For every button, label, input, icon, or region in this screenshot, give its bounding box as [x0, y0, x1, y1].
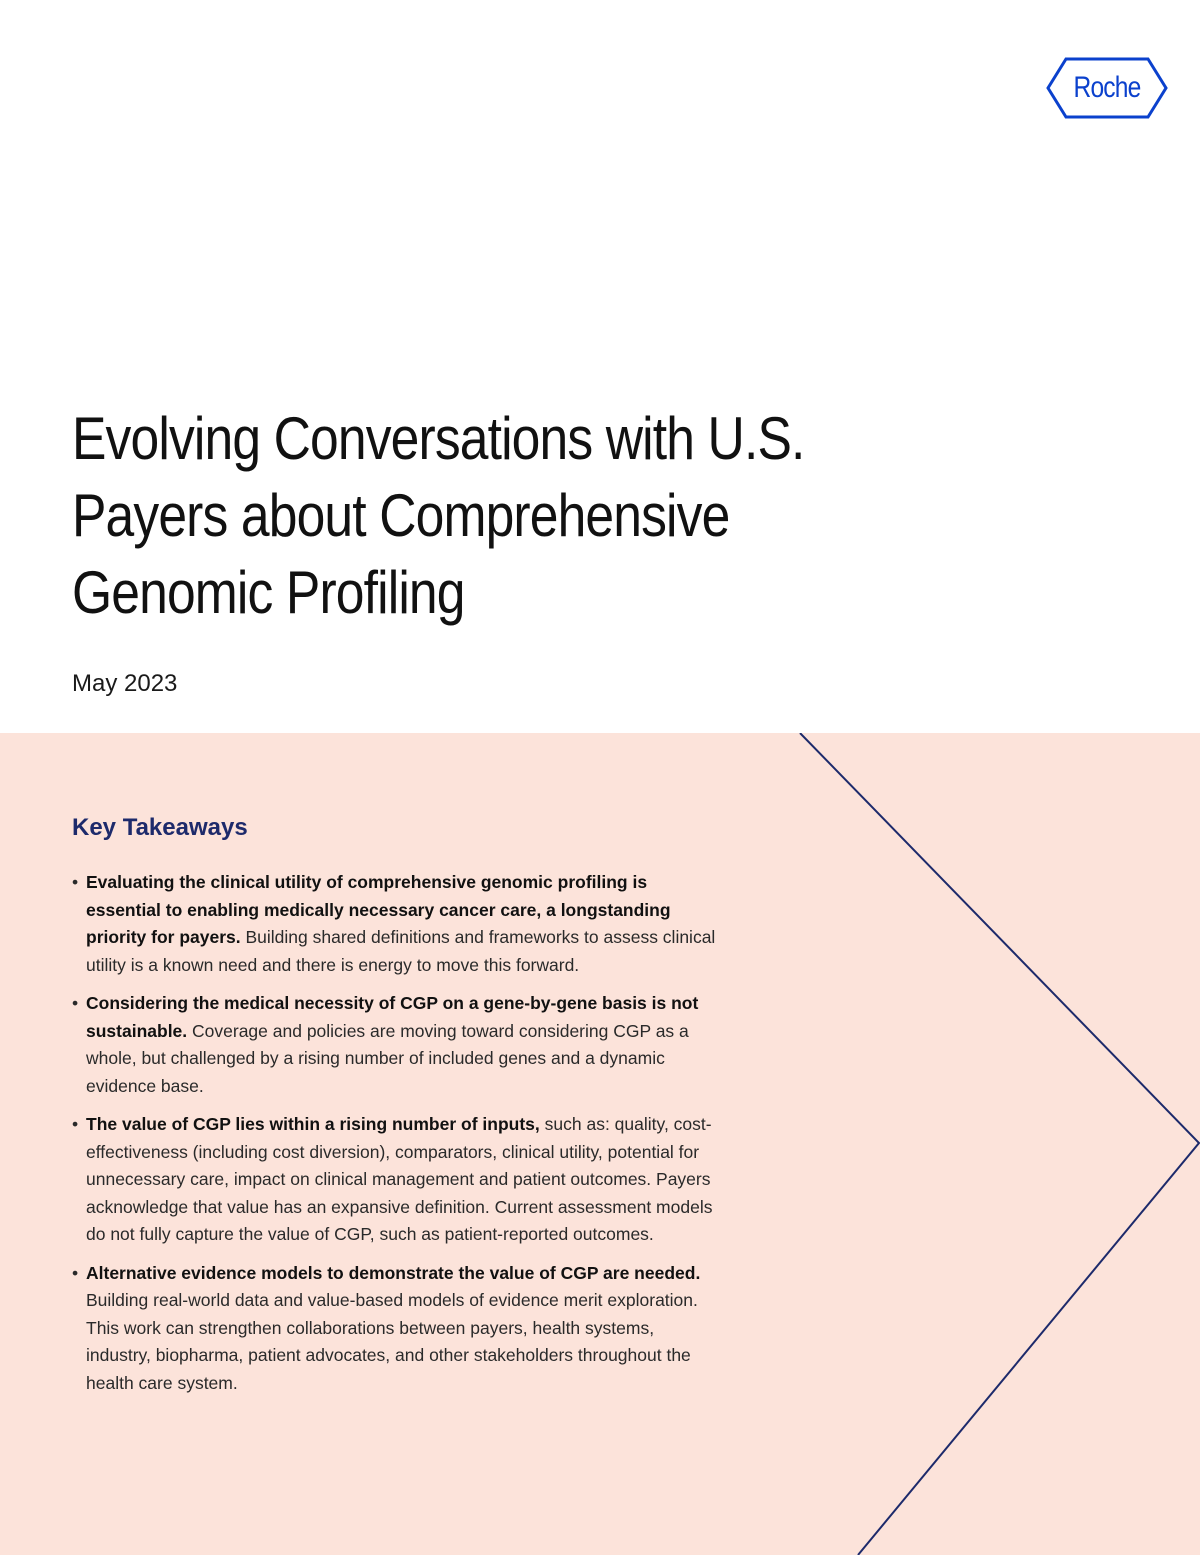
list-item — [72, 1260, 722, 1398]
bullet-icon: • — [72, 993, 79, 1013]
takeaway-lead: Considering the medical necessity of CGP on a gene-by-gene basis is not sustainable. — [86, 993, 699, 1041]
list-item — [72, 1111, 722, 1249]
key-takeaways-panel — [0, 733, 1200, 1555]
list-item — [72, 990, 722, 1100]
logo-wordmark: Roche — [1073, 71, 1141, 104]
list-item — [72, 869, 722, 979]
takeaways-list — [72, 869, 722, 1408]
takeaway-body: Coverage and policies are moving toward considering CGP as a whole, but challenged by a rising number of included genes and a dynamic evidence base. — [86, 1020, 689, 1096]
takeaway-body: Building shared definitions and frameworks to assess clinical utility is a known need and there is energy to move this forward. — [86, 927, 716, 975]
document-title: Evolving Conversations with U.S. Payers about Comprehensive Genomic Profiling — [72, 405, 805, 626]
cover-header — [0, 0, 1200, 733]
takeaway-lead: The value of CGP lies within a rising number of inputs, — [86, 1114, 540, 1134]
takeaway-lead: Evaluating the clinical utility of comprehensive genomic profiling is essential to enabling medically necessary cancer care, a longstanding priority for payers. — [86, 872, 671, 947]
bullet-icon: • — [72, 1262, 79, 1283]
takeaway-body: such as: quality, cost-effectiveness (including cost diversion), comparators, clinical utility, potential for unnecessary care, impact on clinical management and patient outcomes. Payers acknowledge that value has an expansive definition. Current assessment models do not fully capture the value of CGP, such as patient-reported outcomes. — [86, 1114, 713, 1244]
publication-date: May 2023 — [72, 670, 178, 697]
bullet-icon: • — [72, 1114, 79, 1134]
roche-logo — [1046, 57, 1168, 119]
bullet-icon: • — [72, 872, 79, 892]
key-takeaways-heading: Key Takeaways — [72, 814, 248, 841]
takeaway-body: Building real-world data and value-based models of evidence merit exploration. This work can strengthen collaborations between payers, health systems, industry, biopharma, patient advocates, and other stakeholders throughout the health care system. — [86, 1290, 698, 1393]
takeaway-lead: Alternative evidence models to demonstrate the value of CGP are needed. — [86, 1262, 701, 1283]
